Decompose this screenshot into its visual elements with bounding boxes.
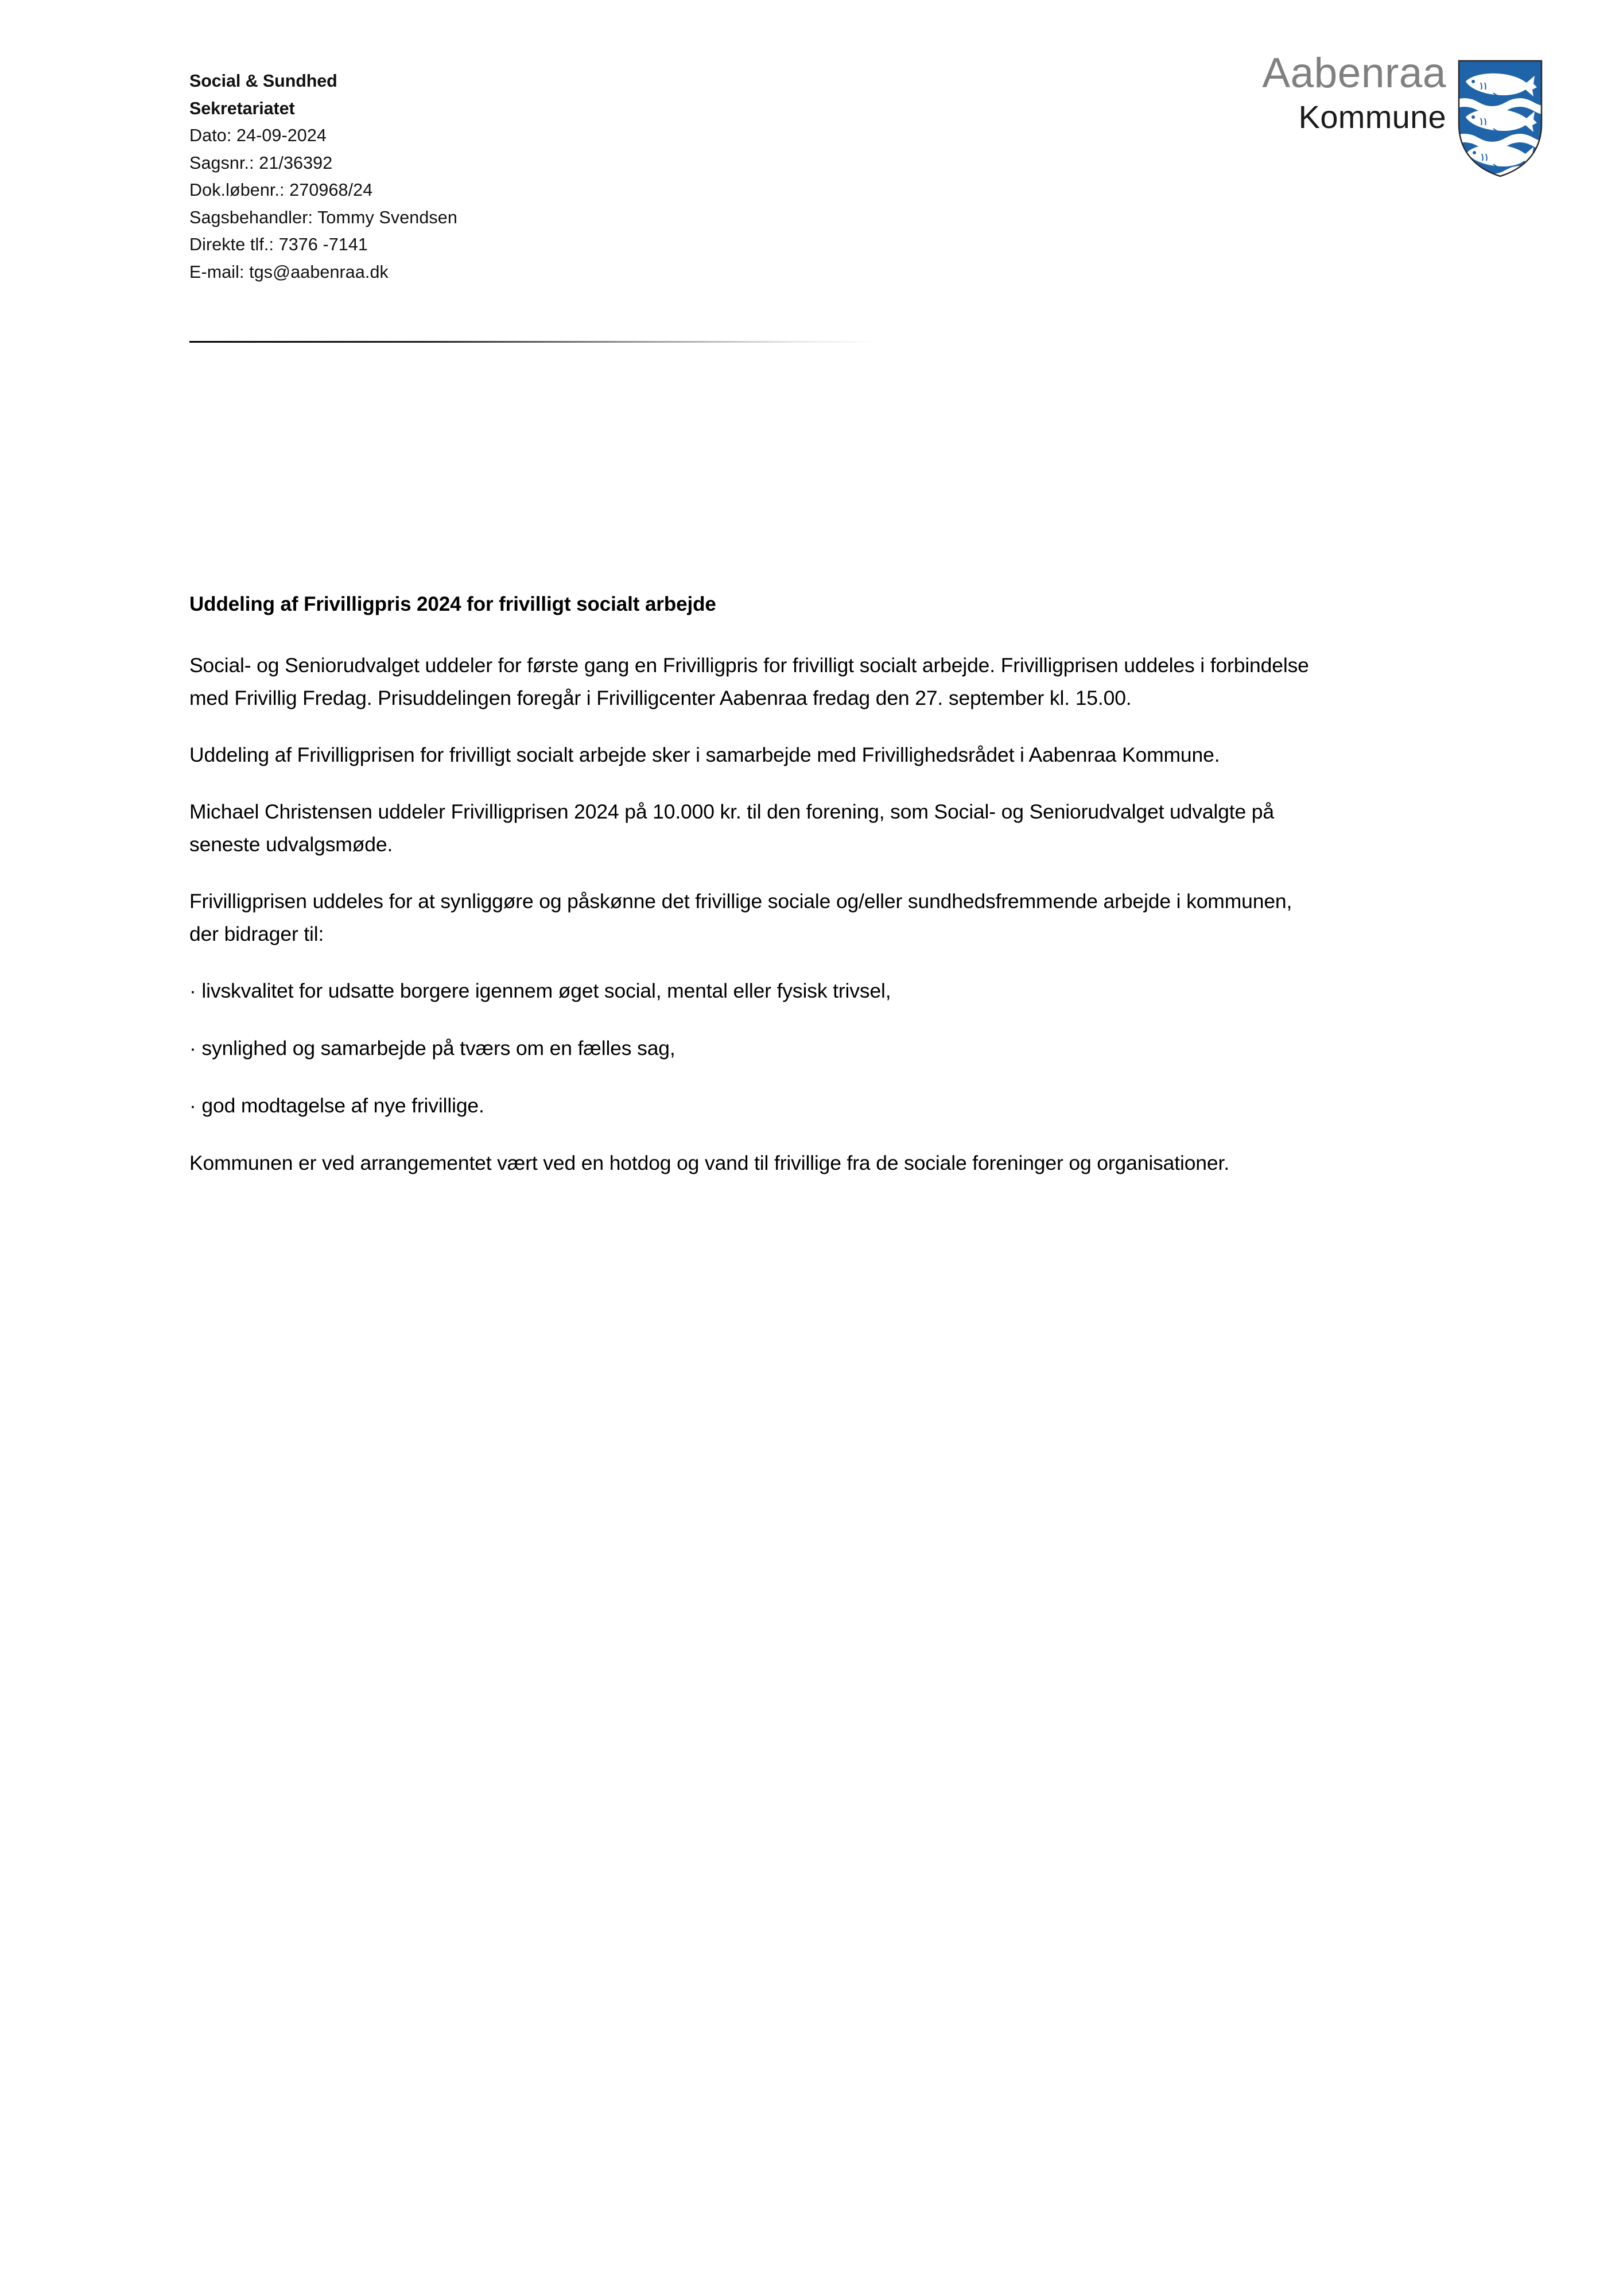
- logo-wordmark: [1125, 51, 1446, 135]
- paragraph-intro: Social- og Seniorudvalget uddeler for første gang en Frivilligpris for frivilligt socialt arbejde. Frivilligprisen uddeles i forbindelse med Frivillig Fredag. Prisuddelingen foregår i Frivilligcenter Aabenraa fredag den 27. september kl. 15.00.: [189, 654, 1309, 709]
- paragraph-closing: Kommunen er ved arrangementet vært ved en hotdog og vand til frivillige fra de sociale foreninger og organisationer.: [189, 1151, 1229, 1174]
- page-title: Uddeling af Frivilligpris 2024 for frivilligt socialt arbejde: [189, 593, 716, 615]
- letterhead-doc-number: Dok.løbenr.: 270968/24: [189, 180, 373, 200]
- list-item: · livskvalitet for udsatte borgere igennem øget social, mental eller fysisk trivsel,: [189, 979, 891, 1002]
- letterhead-caseworker: Sagsbehandler: Tommy Svendsen: [189, 207, 457, 227]
- paragraph-collaboration: Uddeling af Frivilligprisen for frivilligt socialt arbejde sker i samarbejde med Frivillighedsrådet i Aabenraa Kommune.: [189, 743, 1220, 766]
- list-item: · god modtagelse af nye frivillige.: [189, 1094, 484, 1117]
- municipality-logo: [1125, 51, 1550, 188]
- letterhead-phone: Direkte tlf.: 7376 -7141: [189, 235, 368, 254]
- letterhead-department: Social & Sundhed: [189, 71, 337, 91]
- letterhead-case-number: Sagsnr.: 21/36392: [189, 153, 333, 173]
- letterhead-unit: Sekretariatet: [189, 98, 295, 118]
- list-item: · synlighed og samarbejde på tværs om en fælles sag,: [189, 1037, 675, 1060]
- coat-of-arms-icon: [1458, 60, 1543, 177]
- logo-kommune-label: Kommune: [1298, 99, 1446, 135]
- paragraph-award-amount: Michael Christensen uddeler Frivilligprisen 2024 på 10.000 kr. til den forening, som Social- og Seniorudvalget udvalgte på seneste udvalgsmøde.: [189, 800, 1274, 856]
- letterhead-date: Dato: 24-09-2024: [189, 126, 327, 145]
- header-divider: [189, 341, 881, 343]
- logo-municipality-name: Aabenraa: [1262, 50, 1446, 96]
- letterhead-block: [189, 68, 1050, 286]
- paragraph-criteria-lead: Frivilligprisen uddeles for at synliggøre og påskønne det frivillige sociale og/eller sundhedsfremmende arbejde i kommunen, der bidrager til:: [189, 890, 1292, 945]
- letter-body: [189, 591, 1320, 1180]
- letterhead-email: E-mail: tgs@aabenraa.dk: [189, 262, 389, 282]
